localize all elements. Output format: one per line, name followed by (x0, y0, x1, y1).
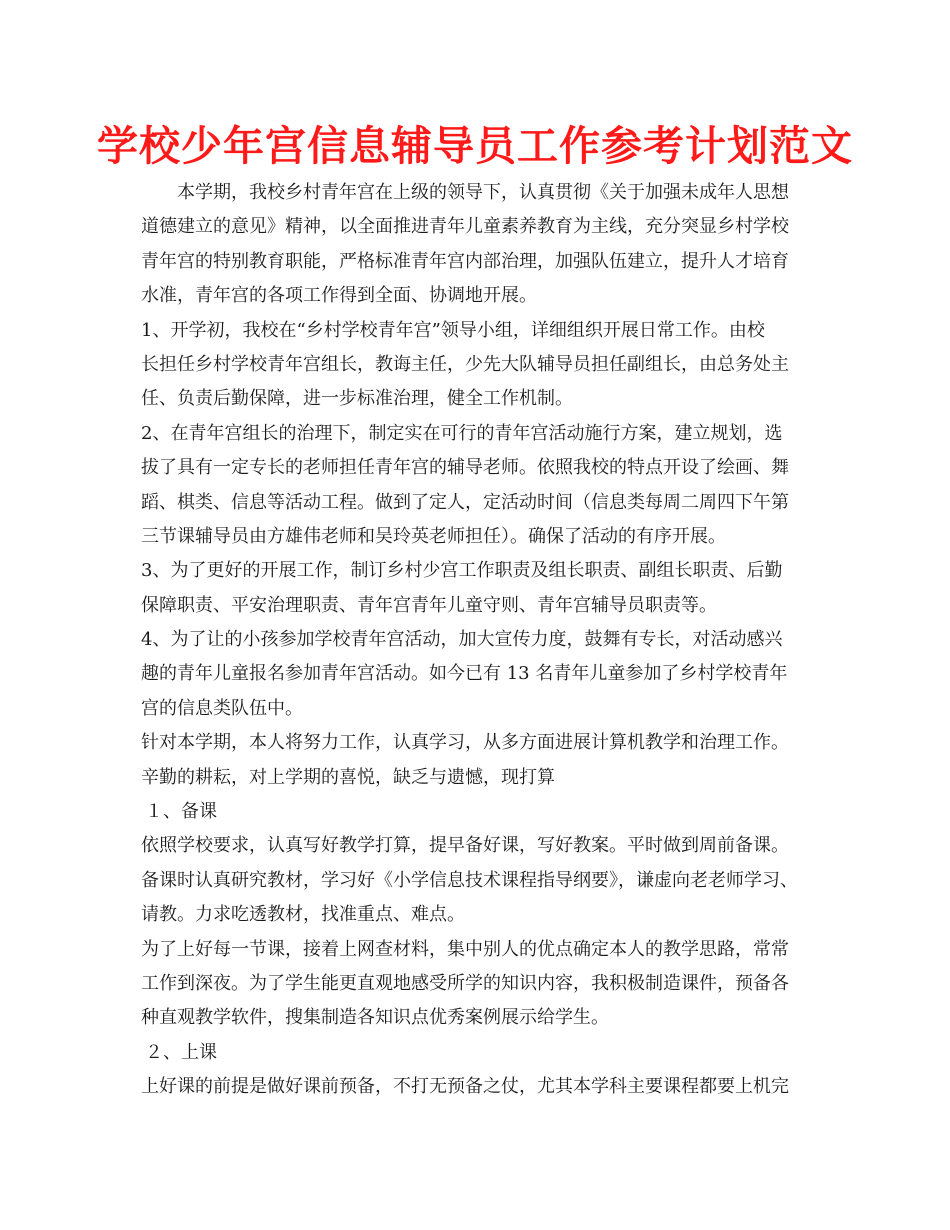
paragraph-line: 任、负责后勤保障，进一步标准治理，健全工作机制。 (141, 388, 573, 410)
section-heading: ２、上课 (145, 1041, 217, 1063)
paragraph-line: 三节课辅导员由方雄伟老师和吴玲英老师担任）。确保了活动的有序开展。 (141, 525, 726, 547)
paragraph-line: 2、在青年宫组长的治理下，制定实在可行的青年宫活动施行方案，建立规划，选 (141, 422, 783, 444)
paragraph-line: 本学期，我校乡村青年宫在上级的领导下，认真贯彻《关于加强未成年人思想 (177, 182, 789, 203)
paragraph-line: 拔了具有一定专长的老师担任青年宫的辅导老师。依照我校的特点开设了绘画、舞 (141, 457, 789, 479)
paragraph-line: 上好课的前提是做好课前预备，不打无预备之仗，尤其本学科主要课程都要上机完 (141, 1076, 789, 1098)
paragraph-line: 宫的信息类队伍中。 (141, 697, 303, 719)
paragraph-line: 保障职责、平安治理职责、青年宫青年儿童守则、青年宫辅导员职责等。 (141, 594, 717, 616)
paragraph-line: 备课时认真研究教材，学习好《小学信息技术课程指导纲要》，谦虚向老老师学习、 (141, 869, 798, 891)
paragraph-line: 针对本学期，本人将努力工作，认真学习，从多方面进展计算机教学和治理工作。 (141, 732, 789, 754)
paragraph-line: 依照学校要求，认真写好教学打算，提早备好课，写好教案。平时做到周前备课。 (141, 835, 789, 857)
paragraph-line: 趣的青年儿童报名参加青年宫活动。如今已有 13 名青年儿童参加了乡村学校青年 (141, 663, 788, 685)
document-title: 学校少年宫信息辅导员工作参考计划范文 (97, 122, 853, 170)
paragraph-line: 水准，青年宫的各项工作得到全面、协调地开展。 (141, 285, 537, 307)
paragraph-line: 4、为了让的小孩参加学校青年宫活动，加大宣传力度，鼓舞有专长，对活动感兴 (141, 629, 783, 651)
paragraph-line: 种直观教学软件，搜集制造各知识点优秀案例展示给学生。 (141, 1007, 609, 1029)
paragraph-line: 道德建立的意见》精神，以全面推进青年儿童素养教育为主线，充分突显乡村学校 (141, 216, 789, 238)
paragraph-line: 请教。力求吃透教材，找准重点、难点。 (141, 904, 465, 926)
paragraph-line: 蹈、棋类、信息等活动工程。做到了定人，定活动时间（信息类每周二周四下午第 (141, 491, 789, 513)
document-body (141, 176, 821, 1105)
paragraph-line: 3、为了更好的开展工作，制订乡村少宫工作职责及组长职责、副组长职责、后勤 (141, 560, 783, 582)
paragraph-line: 工作到深夜。为了学生能更直观地感受所学的知识内容，我积极制造课件，预备各 (141, 972, 789, 994)
section-heading: １、备课 (145, 801, 217, 823)
paragraph-line: 1、开学初，我校在“乡村学校青年宫”领导小组，详细组织开展日常工作。由校 (141, 319, 765, 341)
paragraph-line: 辛勤的耕耘，对上学期的喜悦，缺乏与遗憾，现打算 (141, 766, 555, 788)
paragraph-line: 青年宫的特别教育职能，严格标准青年宫内部治理，加强队伍建立，提升人才培育 (141, 250, 789, 272)
paragraph-line: 为了上好每一节课，接着上网查材料，集中别人的优点确定本人的教学思路，常常 (141, 938, 789, 960)
paragraph-line: 长担任乡村学校青年宫组长，教诲主任，少先大队辅导员担任副组长，由总务处主 (141, 353, 789, 375)
